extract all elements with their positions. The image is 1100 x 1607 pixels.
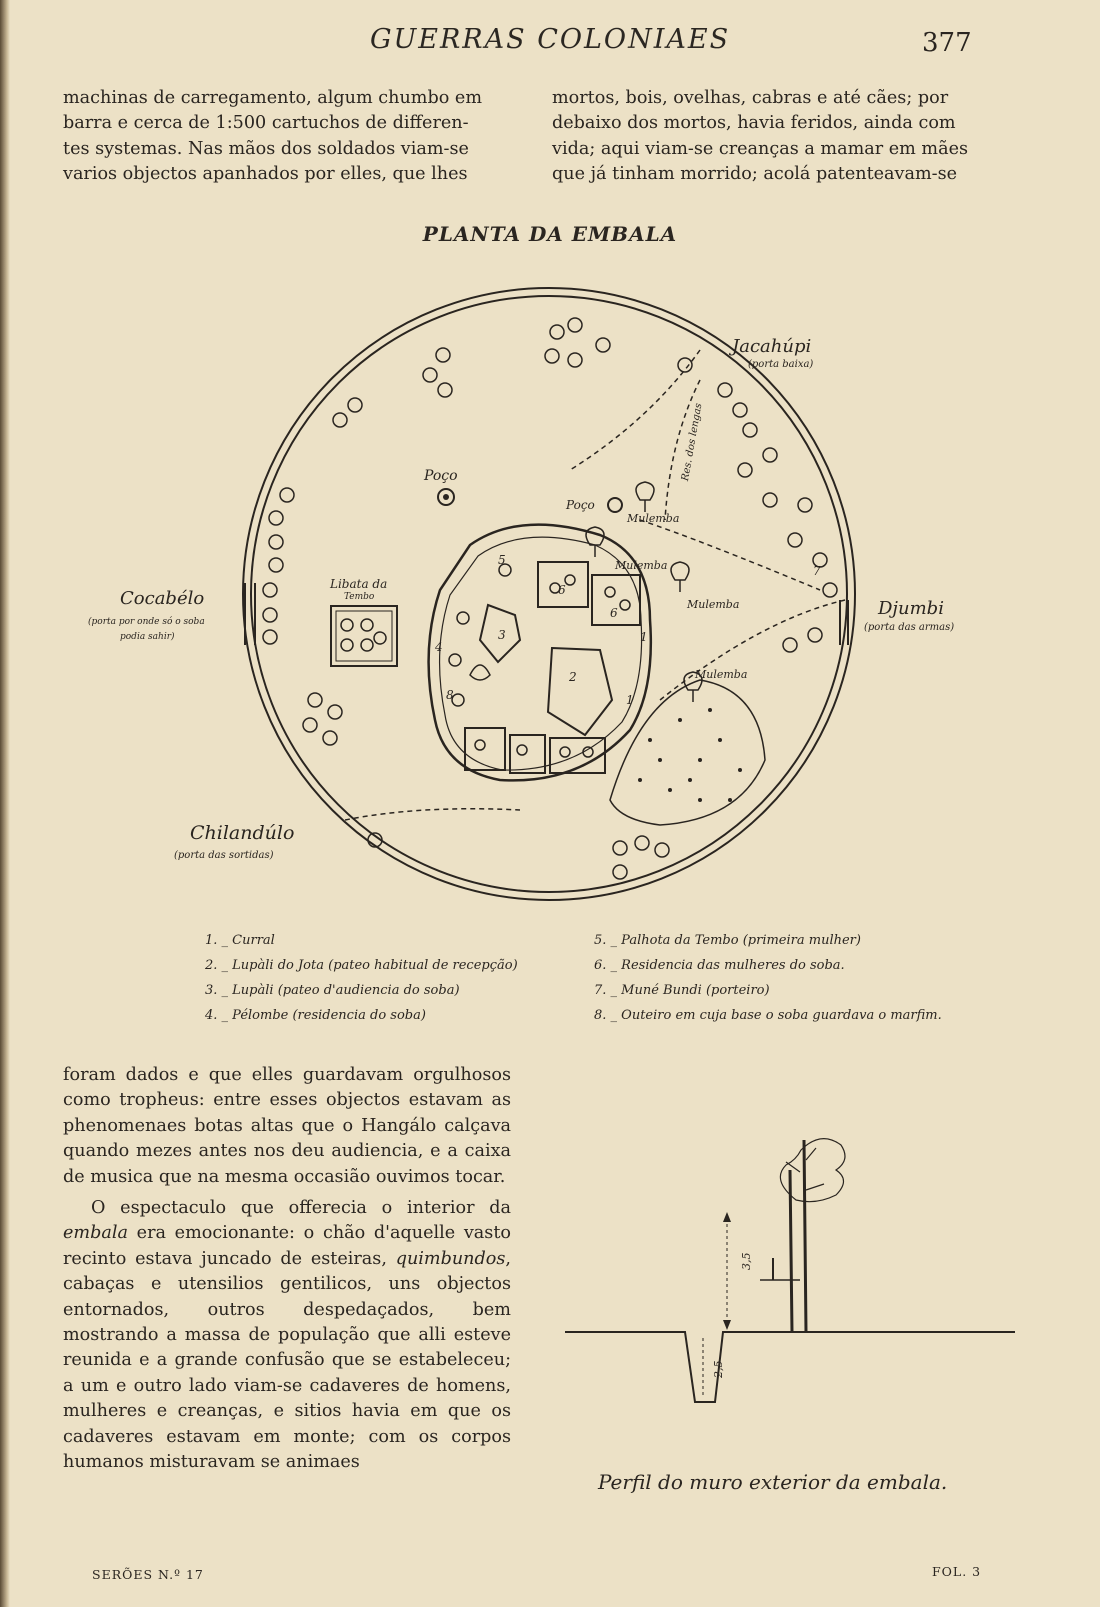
legend-right [594, 928, 942, 1028]
label-mulemba: Mulemba [687, 598, 740, 611]
gate-sub-cocabelo-2: podia sahir) [120, 632, 175, 642]
gate-label-chilandulo: Chilandúlo [190, 822, 295, 844]
depth-dimension: 2,5 [712, 1360, 725, 1378]
text-line: varios objectos apanhados por elles, que lhes [63, 164, 468, 185]
legend-item: 6. _ Residencia das mulheres do soba. [594, 958, 845, 973]
legend-item: 1. _ Curral [205, 933, 275, 948]
paragraph: foram dados e que elles guardavam orgulhosos como tropheus: entre esses objectos estavam as phenomenaes botas altas que o Hangálo calçava quando mezes antes nos deu audiencia, e a caixa de musica que na mesma occasião ouvimos tocar. [63, 1065, 511, 1187]
legend-item: 7. _ Muné Bundi (porteiro) [594, 983, 770, 998]
running-header: GUERRAS COLONIAES [369, 24, 731, 55]
yard-2 [548, 648, 612, 735]
text-line: mortos, bois, ovelhas, cabras e até cães; por [552, 88, 949, 108]
area-number: 2 [569, 670, 577, 684]
label-mulemba: Mulemba [615, 559, 668, 572]
figure-caption: Perfil do muro exterior da embala. [598, 1470, 948, 1494]
legend-left [205, 928, 518, 1028]
path-jacahupi [570, 350, 700, 470]
libata-square [331, 606, 397, 666]
outer-wall-line [251, 296, 847, 892]
legend-item: 2. _ Lupàli do Jota (pateo habitual de recepção) [205, 958, 518, 973]
legend-item: 4. _ Pélombe (residencia do soba) [205, 1008, 426, 1023]
label-libata: Libata da [330, 577, 388, 591]
gate-sub-jacahupi: (porta baixa) [748, 359, 814, 370]
page-number: 377 [922, 28, 972, 58]
palisade-stake [790, 1140, 806, 1332]
text-line: tes systemas. Nas mãos dos soldados viam-se [63, 138, 469, 159]
gate-sub-djumbi: (porta das armas) [864, 622, 955, 633]
gate-label-djumbi: Djumbi [878, 598, 944, 619]
bottom-left-text [63, 1063, 511, 1476]
area-number: 8 [446, 688, 454, 702]
label-poco: Poço [424, 468, 458, 484]
text-line: barra e cerca de 1:500 cartuchos de differen- [63, 113, 469, 134]
path-chilandulo [345, 809, 520, 820]
area-number: 6 [610, 606, 618, 620]
area-number: 6 [558, 583, 566, 597]
wall-profile-figure [560, 1080, 1020, 1440]
text-line: debaixo dos mortos, havia feridos, ainda com [552, 113, 956, 134]
well-icon [608, 498, 622, 512]
ground-line [565, 1332, 1015, 1402]
label-libata-2: Tembo [344, 592, 375, 602]
gate-sub-cocabelo: (porta por onde só o soba [88, 617, 205, 627]
area-number: 7 [813, 564, 821, 578]
footer-right: FOL. 3 [932, 1564, 982, 1579]
legend-item: 3. _ Lupàli (pateo d'audiencia do soba) [205, 983, 460, 998]
footer-left: SERÕES N.º 17 [92, 1567, 204, 1582]
area-number: 4 [435, 640, 443, 654]
paragraph: O espectaculo que offerecia o interior da embala era emocionante: o chão d'aquelle vasto recinto estava juncado de esteiras, quimbundos, cabaças e utensilios gentilicos, uns objectos entornados, outros despedaçados, bem mostrando a massa de população que alli esteve reunida e a grande confusão que se estabeleceu; a um e outro lado viam-se cadaveres de homens, mulheres e creanças, e sitios havia em que os cadaveres estavam em monte; com os corpos humanos misturavam se animaes [63, 1198, 511, 1473]
height-dimension: 3,5 [740, 1252, 753, 1270]
tree-icon [636, 482, 654, 512]
label-poco-2: Poço [566, 498, 595, 512]
gate-label-cocabelo: Cocabélo [120, 588, 205, 609]
mound-icon [470, 665, 490, 680]
label-mulemba: Mulemba [695, 668, 748, 681]
area-number: 1 [640, 630, 648, 644]
outer-wall-line [243, 288, 855, 900]
text-line: machinas de carregamento, algum chumbo em [63, 88, 483, 108]
label-mulemba: Mulemba [627, 512, 680, 525]
plan-title: PLANTA DA EMBALA [422, 222, 678, 246]
area-number: 1 [626, 693, 634, 707]
text-line: que já tinham morrido; acolá patenteavam-se [552, 164, 958, 185]
area-number: 5 [498, 553, 506, 567]
gate-label-jacahupi: Jacahúpi [732, 336, 812, 357]
text-line: vida; aqui viam-se creanças a mamar em mães [552, 138, 969, 159]
area-number: 3 [498, 628, 506, 642]
house-block [465, 728, 505, 770]
label-res-lengas: Res. dos lengas [680, 402, 705, 482]
legend-item: 5. _ Palhota da Tembo (primeira mulher) [594, 933, 861, 948]
gate-sub-chilandulo: (porta das sortidas) [174, 850, 274, 861]
tree-icon [671, 562, 689, 592]
legend-item: 8. _ Outeiro em cuja base o soba guardava o marfim. [594, 1008, 942, 1023]
